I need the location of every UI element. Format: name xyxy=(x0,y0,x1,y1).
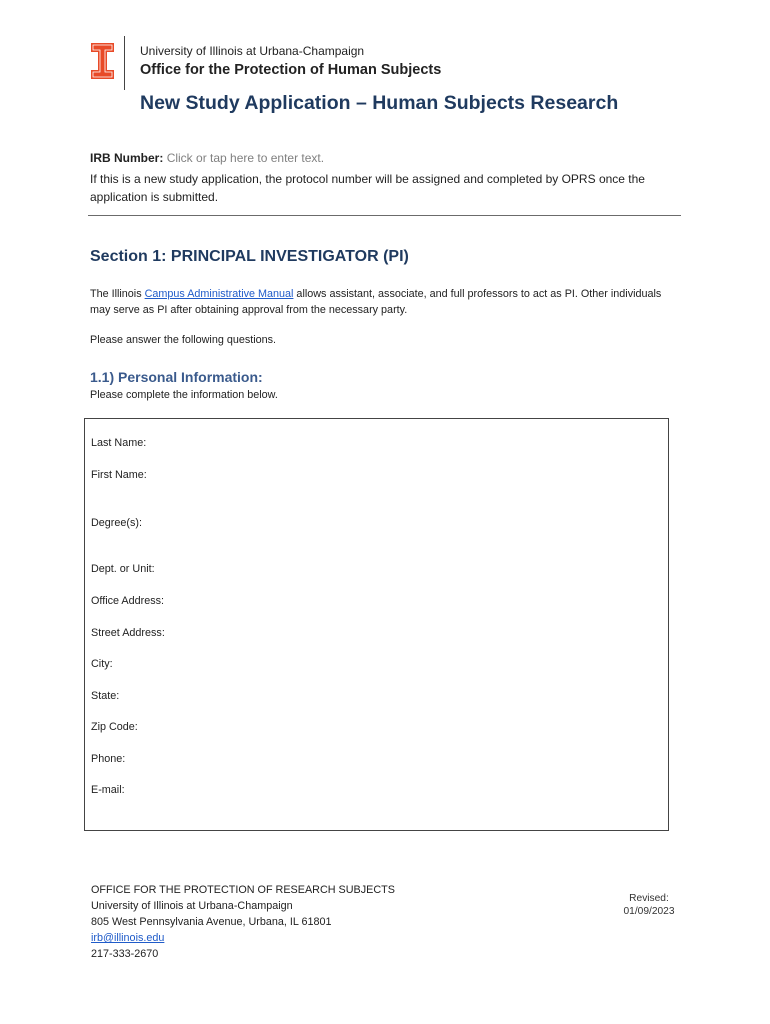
zip-code-field[interactable]: Zip Code: xyxy=(91,721,138,733)
city-field[interactable]: City: xyxy=(91,658,113,670)
footer-office: OFFICE FOR THE PROTECTION OF RESEARCH SUBJECTS xyxy=(91,884,395,896)
header-divider xyxy=(124,36,125,90)
personal-info-form xyxy=(84,418,669,831)
university-logo xyxy=(91,43,114,79)
irb-note: If this is a new study application, the protocol number will be assigned and completed by OPRS once the application is submitted. xyxy=(90,172,645,204)
office-address-field[interactable]: Office Address: xyxy=(91,595,165,607)
first-name-field[interactable]: First Name: xyxy=(91,469,147,481)
pi-eligibility-paragraph xyxy=(90,286,680,318)
pi-paragraph-end: allows assistant, associate, and full professors to act as PI. Other individuals may serve as PI after obtaining approval from the necessary party. xyxy=(90,288,662,316)
answer-instruction: Please answer the following questions. xyxy=(90,334,277,346)
personal-info-instruction: Please complete the information below. xyxy=(90,389,278,401)
university-name: University of Illinois at Urbana-Champaign xyxy=(140,44,365,58)
office-name: Office for the Protection of Human Subjects xyxy=(140,62,442,78)
dept-unit-field[interactable]: Dept. or Unit: xyxy=(91,563,155,575)
street-address-field[interactable]: Street Address: xyxy=(91,627,165,639)
degrees-field[interactable]: Degree(s): xyxy=(91,517,143,529)
page-title: New Study Application – Human Subjects Research xyxy=(140,92,619,114)
revised-label: Revised: xyxy=(629,893,669,904)
state-field[interactable]: State: xyxy=(91,690,120,702)
email-field[interactable]: E-mail: xyxy=(91,784,125,796)
last-name-field[interactable]: Last Name: xyxy=(91,437,147,449)
footer-university: University of Illinois at Urbana-Champaign xyxy=(91,900,293,912)
irb-number-row xyxy=(90,151,324,165)
revised-date: 01/09/2023 xyxy=(623,906,675,917)
phone-field[interactable]: Phone: xyxy=(91,753,126,765)
irb-number-label: IRB Number: xyxy=(90,151,164,165)
footer-email-link[interactable]: irb@illinois.edu xyxy=(91,932,165,944)
personal-info-heading: 1.1) Personal Information: xyxy=(90,369,263,385)
footer-contact xyxy=(91,882,395,962)
campus-manual-link[interactable]: Campus Administrative Manual xyxy=(144,288,294,300)
footer-address: 805 West Pennsylvania Avenue, Urbana, IL 61801 xyxy=(91,916,332,928)
revised-date-block xyxy=(612,892,686,918)
section-divider xyxy=(88,215,681,216)
pi-paragraph-start: The Illinois xyxy=(90,288,145,300)
footer-phone: 217-333-2670 xyxy=(91,948,159,960)
irb-number-field[interactable]: Click or tap here to enter text. xyxy=(166,151,325,165)
section-1-heading: Section 1: PRINCIPAL INVESTIGATOR (PI) xyxy=(90,248,409,265)
